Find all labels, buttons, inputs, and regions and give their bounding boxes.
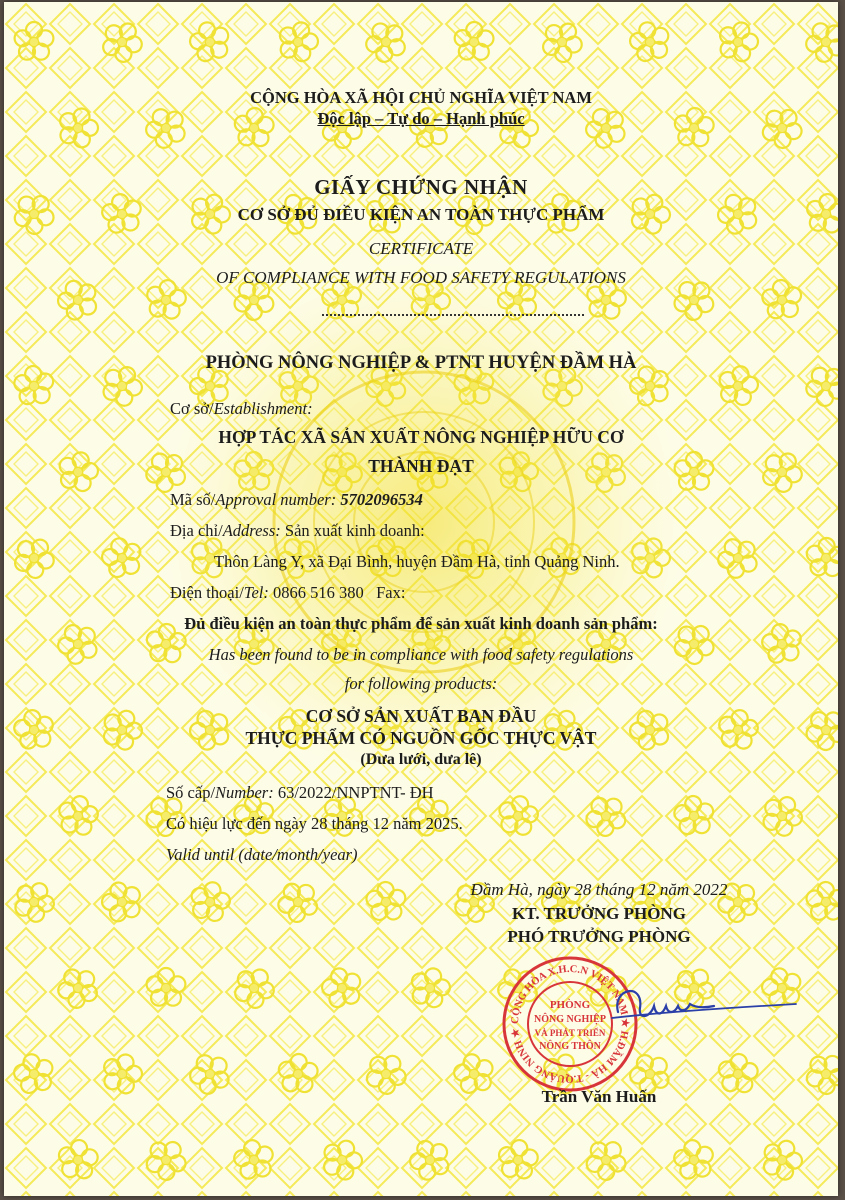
certificate-title-en: CERTIFICATE	[368, 239, 474, 258]
signature	[604, 978, 804, 1038]
validity-date-en: Valid until (date/month/year)	[166, 845, 358, 864]
signer-name: Trần Văn Huấn	[541, 1087, 657, 1106]
certificate-subtitle-en: OF COMPLIANCE WITH FOOD SAFETY REGULATIONS	[216, 268, 626, 287]
signer-role-1: KT. TRƯỞNG PHÒNG	[512, 904, 686, 923]
product-line3: (Dưa lưới, dưa lê)	[360, 751, 482, 768]
establishment-name-line1: HỢP TÁC XÃ SẢN XUẤT NÔNG NGHIỆP HỮU CƠ	[218, 427, 624, 447]
approval-number: Mã số/Approval number: 5702096534	[170, 490, 423, 509]
validity-date: Có hiệu lực đến ngày 28 tháng 12 năm 2025.	[166, 814, 463, 833]
svg-text:NÔNG NGHIỆP: NÔNG NGHIỆP	[534, 1014, 606, 1025]
fax-label: Fax:	[376, 583, 406, 602]
certificate-title: GIẤY CHỨNG NHẬN	[314, 175, 528, 199]
compliance-statement-en2: for following products:	[344, 674, 498, 693]
signer-role-2: PHÓ TRƯỞNG PHÒNG	[507, 927, 691, 946]
certificate-sheet	[4, 2, 838, 1196]
certificate-number-value: 63/2022/NNPTNT- ĐH	[277, 783, 434, 802]
address-line1: Địa chỉ/Address: Sản xuất kinh doanh:	[170, 521, 425, 540]
compliance-statement: Đủ điều kiện an toàn thực phẩm để sản xuất kinh doanh sản phẩm:	[184, 614, 658, 633]
product-line1: CƠ SỞ SẢN XUẤT BAN ĐẦU	[305, 706, 537, 726]
certificate-number: Số cấp/Number: 63/2022/NNPTNT- ĐH	[166, 783, 434, 802]
phone-line: Điện thoại/Tel: 0866 516 380 Fax:	[170, 583, 406, 602]
dotted-divider	[322, 314, 584, 316]
establishment-label: Cơ sở/Establishment:	[170, 399, 313, 418]
product-line2: THỰC PHẨM CÓ NGUỒN GỐC THỰC VẬT	[245, 728, 597, 748]
certificate-subtitle: CƠ SỞ ĐỦ ĐIỀU KIỆN AN TOÀN THỰC PHẨM	[237, 205, 605, 224]
svg-text:CỘNG HÒA X.H.C.N VIỆT NAM ★ H.: CỘNG HÒA X.H.C.N VIỆT NAM ★ H.ĐẦM HÀ - T.QUẢNG NINH ★	[509, 963, 631, 1085]
svg-text:NÔNG THÔN: NÔNG THÔN	[539, 1041, 601, 1052]
address-line2: Thôn Làng Y, xã Đại Bình, huyện Đầm Hà, tỉnh Quảng Ninh.	[214, 552, 620, 571]
motto: Độc lập – Tự do – Hạnh phúc	[317, 109, 525, 128]
svg-text:PHÒNG: PHÒNG	[549, 999, 591, 1011]
approval-number-value: 5702096534	[340, 490, 423, 509]
issuing-authority: PHÒNG NÔNG NGHIỆP & PTNT HUYỆN ĐẦM HÀ	[205, 353, 637, 373]
republic-header: CỘNG HÒA XÃ HỘI CHỦ NGHĨA VIỆT NAM	[250, 88, 592, 107]
svg-text:VÀ PHÁT TRIỂN: VÀ PHÁT TRIỂN	[534, 1028, 606, 1038]
establishment-name-line2: THÀNH ĐẠT	[368, 456, 474, 476]
phone-value: 0866 516 380	[272, 583, 364, 602]
place-and-date: Đầm Hà, ngày 28 tháng 12 năm 2022	[470, 880, 728, 899]
compliance-statement-en1: Has been found to be in compliance with food safety regulations	[208, 645, 634, 664]
